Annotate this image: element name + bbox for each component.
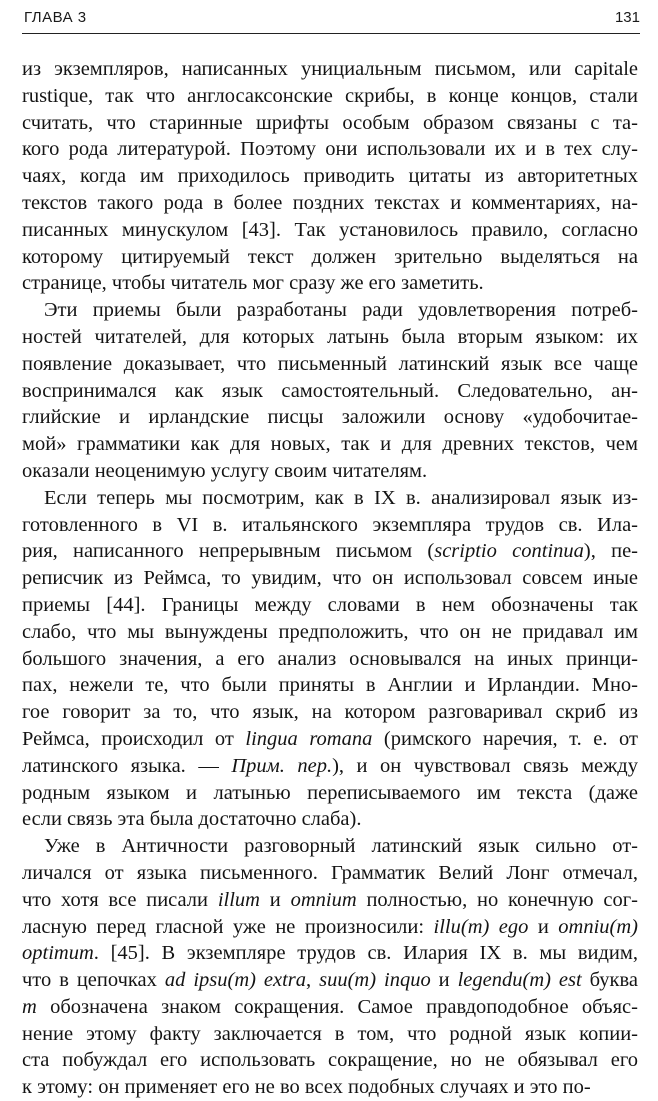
text-segment: слабо, что мы вынуждены предположить, что он не придавал им — [22, 620, 638, 643]
text-segment: чаях, когда им приходилось приводить цитаты из авторитетных — [22, 165, 638, 188]
text-segment: глийские и ирландские писцы заложили основу «удобочитае- — [22, 406, 638, 429]
text-line — [22, 190, 638, 217]
text-segment: и — [528, 915, 559, 938]
text-segment: к этому: он применяет его не во всех подобных случаях и это по- — [22, 1076, 591, 1099]
running-head-chapter: ГЛАВА 3 — [24, 9, 87, 26]
italic-text: suu(m) inquo — [319, 969, 431, 992]
text-line — [22, 512, 638, 539]
text-line — [22, 136, 638, 163]
text-segment: и — [259, 888, 291, 911]
text-line — [22, 270, 638, 297]
text-segment: ста побуждал его использовать сокращение, но не обязывал его — [22, 1049, 638, 1072]
body-text — [22, 56, 638, 1101]
text-line — [22, 324, 638, 351]
text-segment: личался от языка письменного. Грамматик Велий Лонг отмечал, — [22, 861, 638, 884]
text-line — [22, 485, 638, 512]
text-line — [22, 538, 638, 565]
italic-text: m — [22, 995, 37, 1018]
text-line — [22, 914, 638, 941]
text-line — [22, 565, 638, 592]
text-segment: большого значения, а его анализ основывался на иных принци- — [22, 647, 638, 670]
text-segment: оказали неоценимую услугу своим читателям. — [22, 459, 428, 482]
text-segment: Эти приемы были разработаны ради удовлетворения потреб- — [44, 299, 638, 322]
text-line — [22, 592, 638, 619]
text-segment: которому цитируемый текст должен зрительно выделяться на — [22, 245, 638, 268]
italic-text: illu(m) ego — [433, 915, 529, 938]
text-segment: обозначена знаком сокращения. Самое правдоподобное объяс- — [36, 995, 638, 1018]
italic-text: omnium — [290, 888, 357, 911]
text-segment: Если теперь мы посмотрим, как в IX в. анализировал язык из- — [44, 486, 638, 509]
text-segment: писанных минускулом [43]. Так установилось правило, согласно — [22, 218, 638, 241]
text-segment: воспринимался как язык самостоятельный. Следовательно, ан- — [22, 379, 638, 402]
text-segment: текстов такого рода в более поздних текстах и комментариях, на- — [22, 191, 638, 214]
italic-text: scriptio continua — [434, 540, 584, 563]
italic-text: ad ipsu(m) extra — [164, 969, 307, 992]
text-line — [22, 217, 638, 244]
text-segment: Уже в Античности разговорный латинский язык сильно от- — [44, 835, 638, 858]
text-line — [22, 967, 638, 994]
text-segment: буква — [581, 969, 638, 992]
text-segment: кого рода литературой. Поэтому они использовали их и в тех слу- — [22, 138, 638, 161]
text-segment: и — [430, 969, 458, 992]
text-line — [22, 806, 638, 833]
text-segment: ), и он чувствовал связь между — [332, 754, 638, 777]
text-line — [22, 56, 638, 83]
text-segment: . [45]. В экземпляре трудов св. Илария IX в. мы видим, — [93, 942, 638, 965]
italic-text: legendu(m) est — [457, 969, 582, 992]
text-segment: родным языком и латынью переписываемого им текста (даже — [22, 781, 638, 804]
text-segment: если связь эта была достаточно слаба). — [22, 808, 362, 831]
text-segment: что в цепочках — [22, 969, 165, 992]
text-segment: латинского языка. — — [22, 754, 232, 777]
text-line — [22, 351, 638, 378]
italic-text: illum — [217, 888, 260, 911]
text-line — [22, 1021, 638, 1048]
text-line — [22, 378, 638, 405]
text-segment: (римского наречия, т. е. от — [372, 727, 638, 750]
paragraph — [22, 297, 638, 485]
text-line — [22, 244, 638, 271]
text-line — [22, 699, 638, 726]
text-line — [22, 458, 638, 485]
text-segment: странице, чтобы читатель мог сразу же его заметить. — [22, 272, 484, 295]
text-line — [22, 672, 638, 699]
text-line — [22, 726, 638, 753]
text-segment: приемы [44]. Границы между словами в нем обозначены так — [22, 593, 638, 616]
text-segment: ), пе- — [583, 540, 638, 563]
text-line — [22, 1074, 638, 1101]
text-line — [22, 1047, 638, 1074]
paragraph — [22, 485, 638, 833]
text-segment: что хотя все писали — [22, 888, 218, 911]
text-segment: мой» грамматики как для новых, так и для древних текстов, чем — [22, 433, 638, 456]
text-line — [22, 163, 638, 190]
text-line — [22, 110, 638, 137]
text-line — [22, 833, 638, 860]
text-segment: рия, написанного непрерывным письмом ( — [22, 540, 435, 563]
italic-text: Прим. пер. — [231, 754, 333, 777]
italic-text: optimum — [22, 942, 94, 965]
text-segment: ностей читателей, для которых латынь была вторым языком: их — [22, 325, 638, 348]
paragraph — [22, 833, 638, 1101]
text-segment: считать, что старинные шрифты особым образом связаны с та- — [22, 111, 638, 134]
text-segment: готовленного в VI в. итальянского экземпляра трудов св. Ила- — [22, 513, 638, 536]
text-line — [22, 940, 638, 967]
text-line — [22, 297, 638, 324]
text-line — [22, 994, 638, 1021]
italic-text: omniu(m) — [558, 915, 638, 938]
text-line — [22, 431, 638, 458]
text-segment: ласную перед гласной уже не произносили: — [22, 915, 434, 938]
text-segment: появление доказывает, что письменный латинский язык все чаще — [22, 352, 638, 375]
text-segment: из экземпляров, написанных унициальным письмом, или capitale — [22, 58, 638, 80]
text-segment: реписчик из Реймса, то увидим, что он использовал совсем иные — [22, 567, 638, 590]
paragraph — [22, 56, 638, 297]
text-line — [22, 780, 638, 807]
header-rule — [22, 33, 640, 34]
text-line — [22, 619, 638, 646]
text-segment: , — [306, 969, 320, 992]
text-line — [22, 753, 638, 780]
text-segment: нение этому факту заключается в том, что родной язык копии- — [22, 1022, 638, 1045]
text-segment: пах, нежели те, что были приняты в Англии и Ирландии. Мно- — [22, 674, 638, 697]
text-line — [22, 83, 638, 110]
italic-text: lingua romana — [245, 727, 373, 750]
text-segment: полностью, но конечную сог- — [356, 888, 639, 911]
page-number: 131 — [614, 9, 640, 26]
text-segment: rustique, так что англосаксонские скрибы, в конце концов, стали — [22, 84, 638, 107]
text-line — [22, 860, 638, 887]
text-segment: гое говорит за то, что язык, на котором разговаривал скриб из — [22, 701, 638, 724]
text-line — [22, 404, 638, 431]
text-line — [22, 887, 638, 914]
text-segment: Реймса, происходил от — [22, 727, 246, 750]
text-line — [22, 646, 638, 673]
